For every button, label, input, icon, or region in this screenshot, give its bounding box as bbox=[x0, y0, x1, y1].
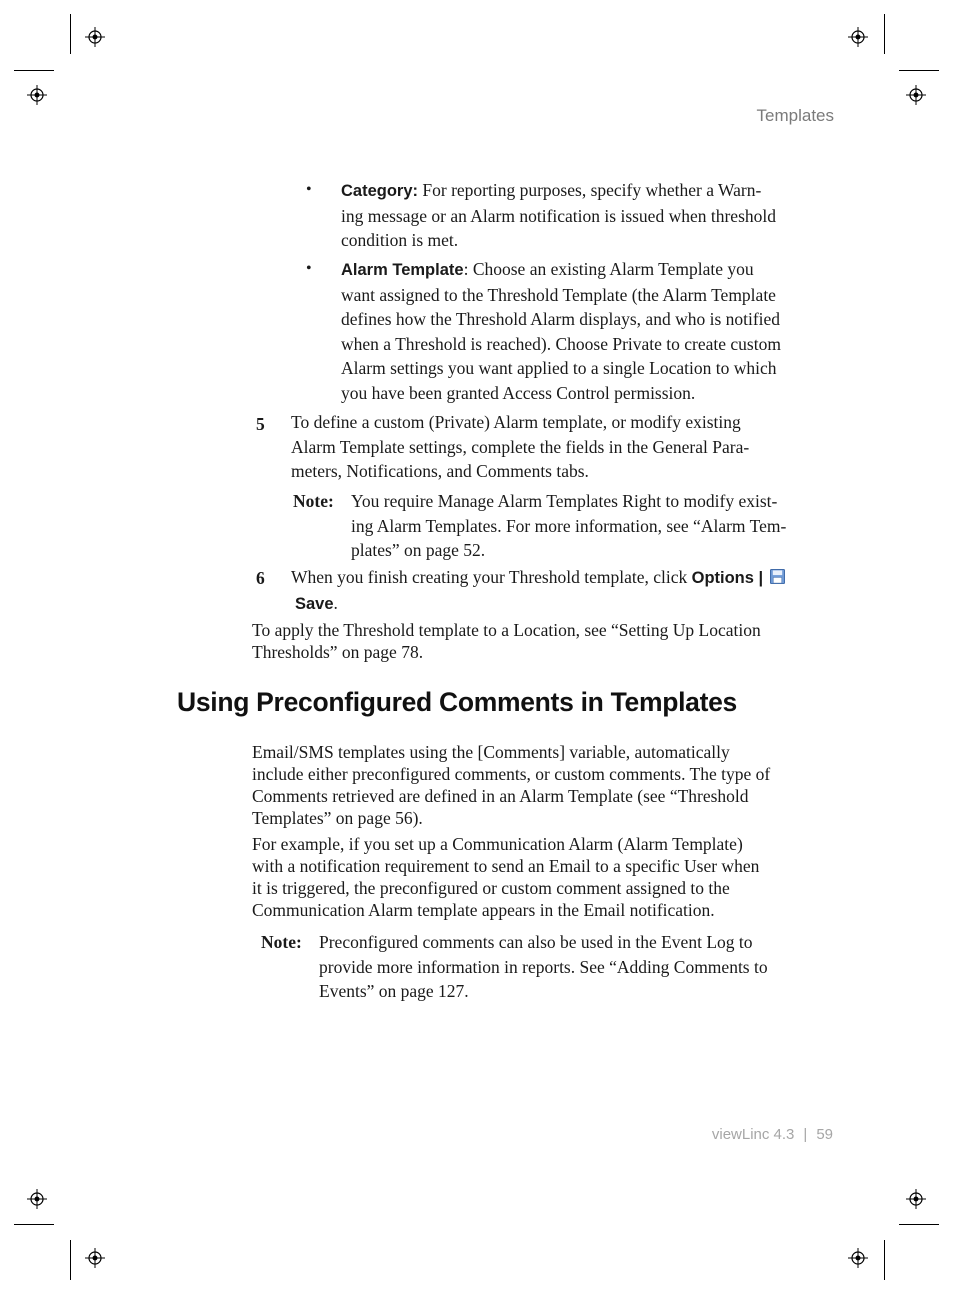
step-6-instruction: When you finish creating your Threshold template, click bbox=[291, 567, 692, 587]
footer-product: viewLinc 4.3 bbox=[711, 1126, 795, 1143]
page-number: 59 bbox=[816, 1126, 833, 1143]
save-icon bbox=[770, 569, 785, 584]
registration-mark-icon bbox=[906, 85, 926, 105]
note-text: Preconfigured comments can also be used in the Event Log to provide more information in reports. See “Adding Comments to Events” on page 127. bbox=[319, 932, 768, 1001]
bullet-marker: • bbox=[306, 181, 312, 198]
save-menu-label: Save bbox=[295, 594, 334, 613]
comments-paragraph-1: Email/SMS templates using the [Comments] variable, automatically include either preconfigured comments, or custom comments. The type of Comments retrieved are defined in an Alarm Template (see “Threshold Templates” on page 56). bbox=[252, 742, 771, 828]
step-number: 5 bbox=[256, 414, 265, 434]
step-6-text bbox=[291, 565, 841, 616]
step-5-text: To define a custom (Private) Alarm template, or modify existing Alarm Template settings, complete the fields in the General Para- meters, Notifications, and Comments tabs. bbox=[291, 412, 750, 481]
bullet-marker: • bbox=[306, 260, 312, 277]
bullet-label: Alarm Template bbox=[341, 261, 464, 279]
registration-mark-icon bbox=[27, 85, 47, 105]
registration-mark-icon bbox=[848, 1248, 868, 1268]
step-6-period: . bbox=[333, 592, 338, 613]
note-text: You require Manage Alarm Templates Right to modify exist- ing Alarm Templates. For more information, see “Alarm Tem- plates” on page 52. bbox=[351, 491, 787, 560]
registration-mark-icon bbox=[906, 1189, 926, 1209]
bullet-text: : Choose an existing Alarm Template you want assigned to the Threshold Template (the Alarm Template defines how the Threshold Alarm displays, and who is notified when a Threshold is reached). Choose Private to create custom Alarm settings you want applied to a single Location to which you have been granted Access Control permission. bbox=[341, 259, 781, 403]
bullet-category bbox=[341, 178, 841, 253]
note-label: Note: bbox=[293, 491, 334, 511]
footer-separator: | bbox=[803, 1126, 808, 1143]
registration-mark-icon bbox=[848, 27, 868, 47]
bullet-label: Category: bbox=[341, 182, 419, 200]
step-number: 6 bbox=[256, 568, 265, 588]
bullet-alarm-template bbox=[341, 257, 841, 405]
options-menu-label: Options | bbox=[691, 569, 764, 587]
page-footer bbox=[712, 1126, 833, 1143]
registration-mark-icon bbox=[27, 1189, 47, 1209]
registration-mark-icon bbox=[85, 27, 105, 47]
bullet-text: For reporting purposes, specify whether a Warn- ing message or an Alarm notification is issued when threshold condition is met. bbox=[341, 180, 776, 250]
apply-threshold-text: To apply the Threshold template to a Location, see “Setting Up Location Thresholds” on page 78. bbox=[252, 620, 761, 662]
comments-paragraph-2: For example, if you set up a Communication Alarm (Alarm Template) with a notification requirement to send an Email to a specific User when it is triggered, the preconfigured or custom comment assigned to the Communication Alarm template appears in the Email notification. bbox=[252, 834, 760, 920]
registration-mark-icon bbox=[85, 1248, 105, 1268]
section-heading: Using Preconfigured Comments in Templates bbox=[177, 687, 737, 717]
running-header: Templates bbox=[756, 106, 834, 125]
note-label: Note: bbox=[261, 932, 302, 952]
